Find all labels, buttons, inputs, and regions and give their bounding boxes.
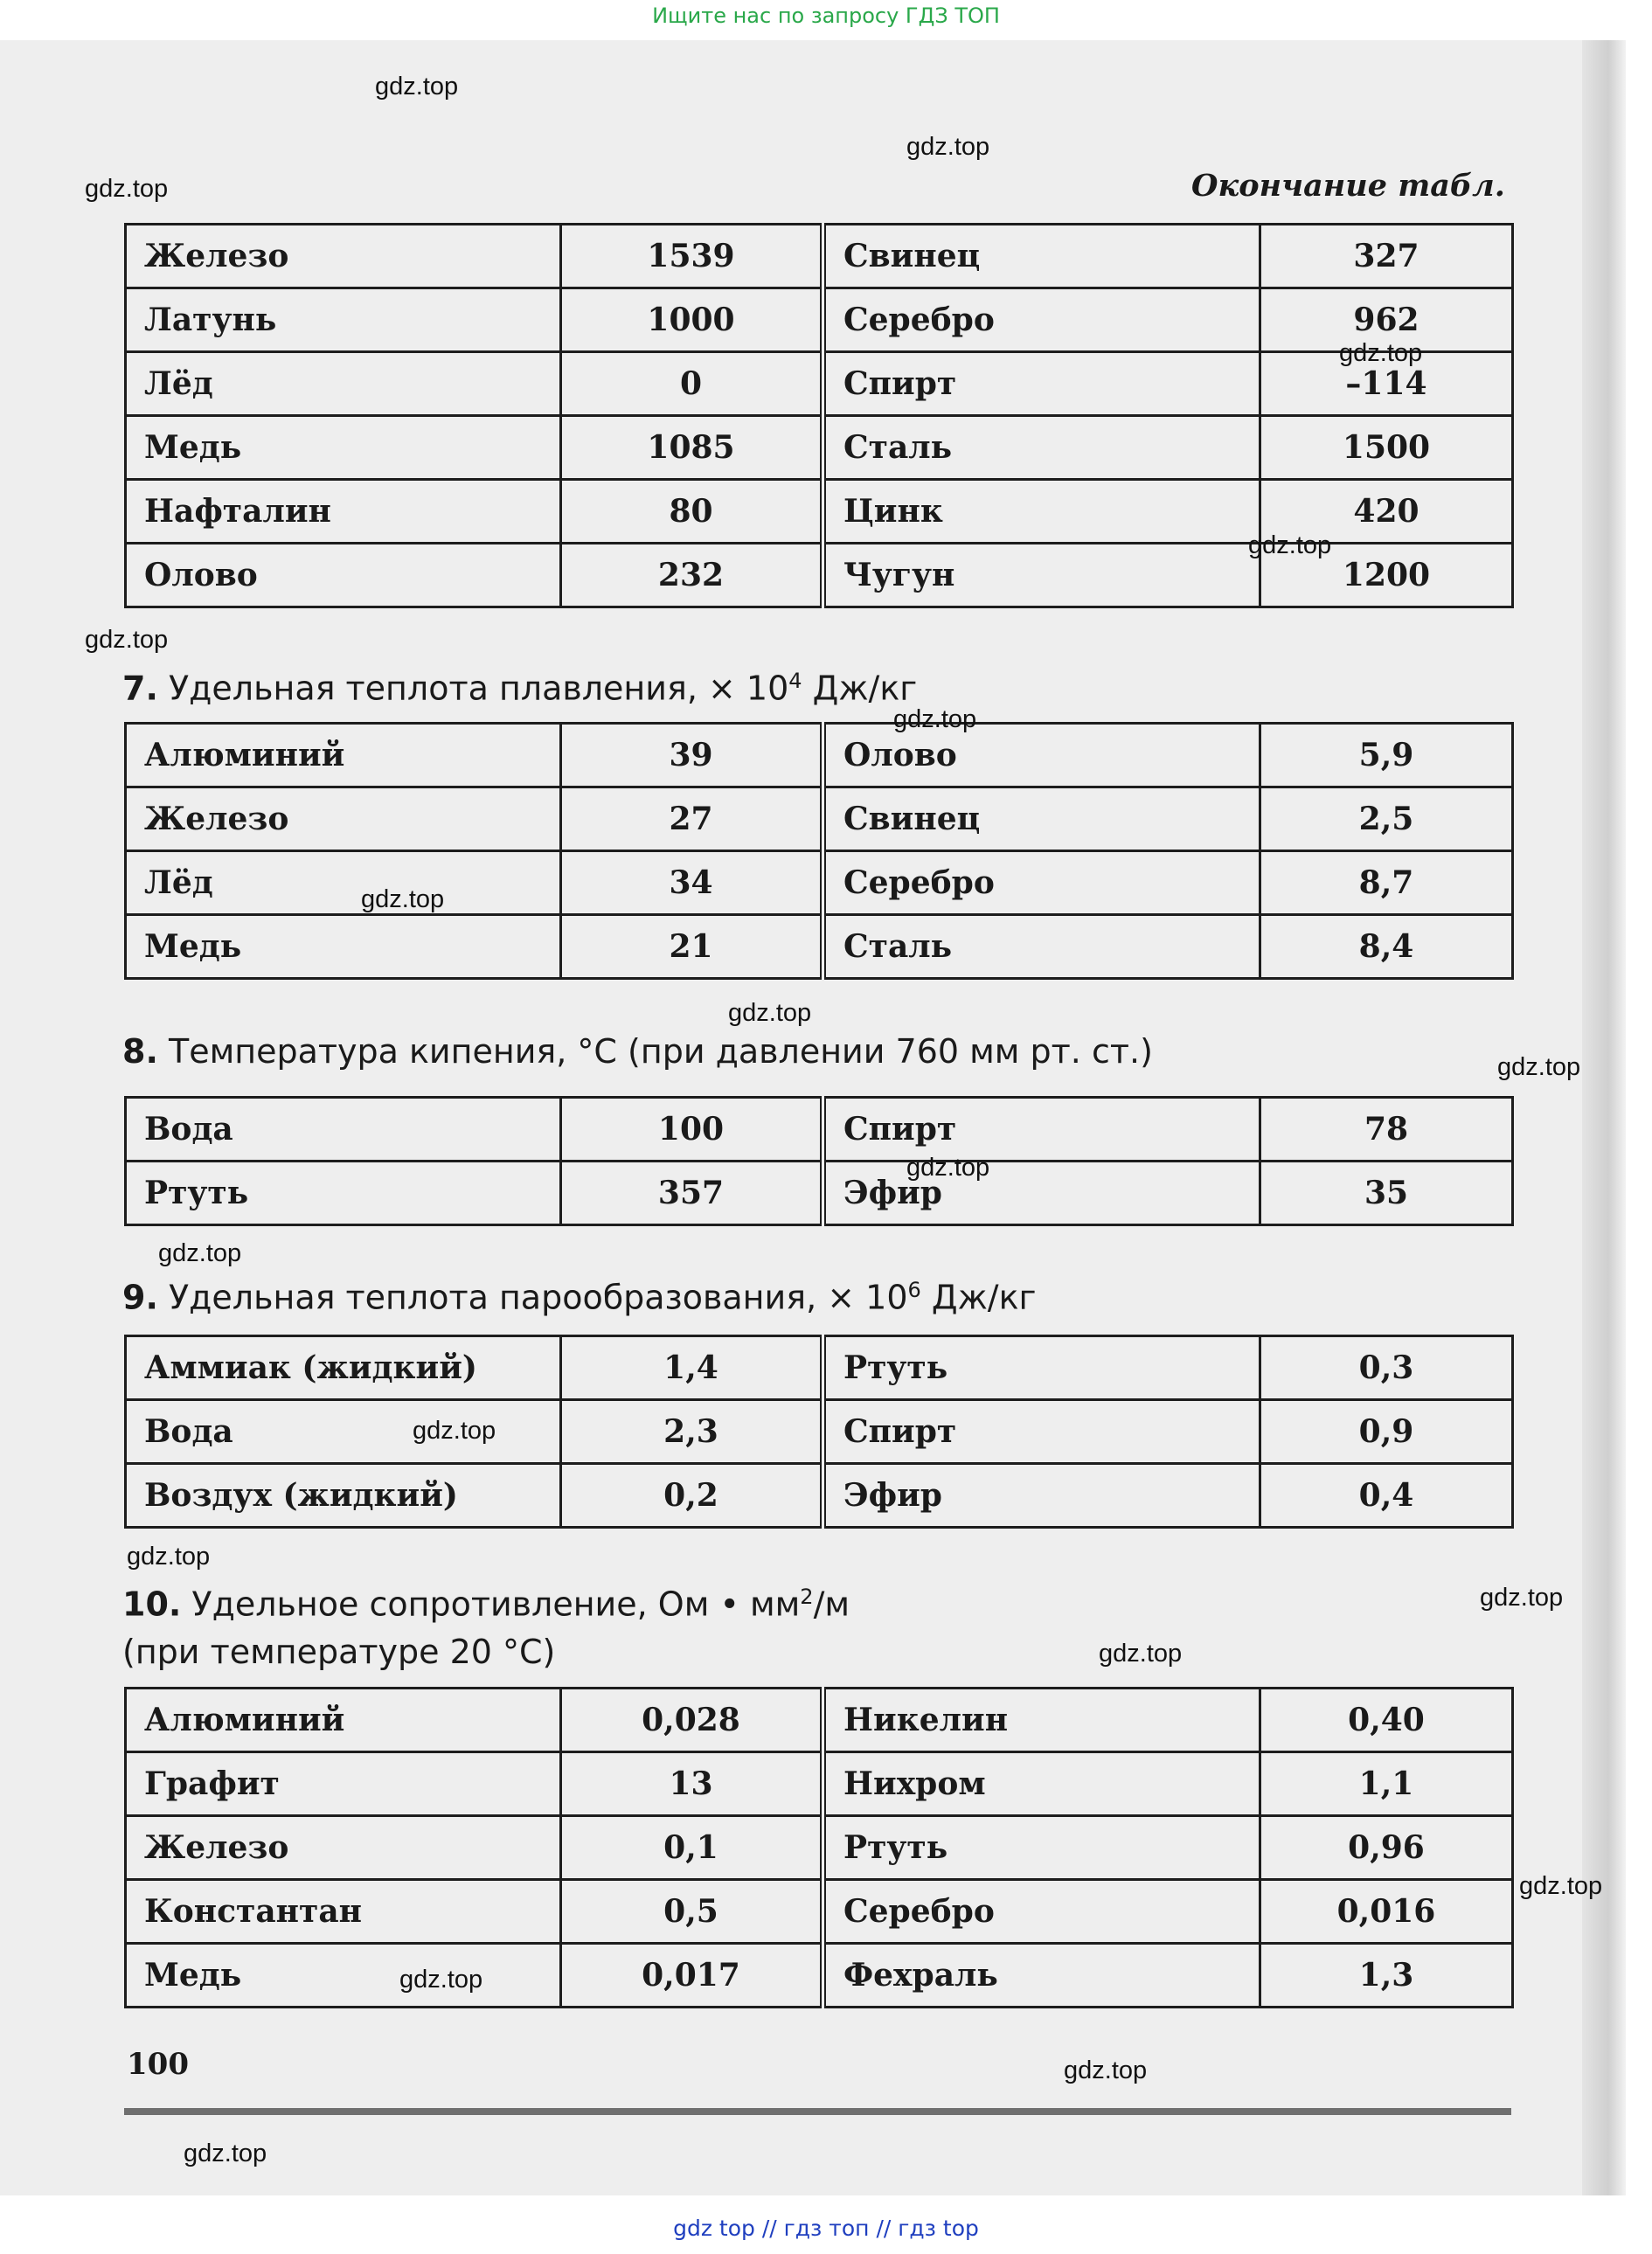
bottom-rule	[124, 2108, 1511, 2115]
table-row	[126, 851, 1513, 915]
page-number: 100	[127, 2047, 189, 2082]
substance-cell: Алюминий	[126, 1689, 561, 1752]
value-cell: 232	[561, 544, 823, 607]
substance-cell: Сталь	[823, 915, 1260, 979]
value-cell: 27	[561, 787, 823, 851]
section-number: 10.	[122, 1585, 182, 1624]
watermark: gdz.top	[906, 133, 990, 161]
section-title: Удельная теплота плавления, × 10	[168, 669, 789, 708]
substance-cell: Константан	[126, 1880, 561, 1944]
substance-cell: Железо	[126, 787, 561, 851]
watermark: gdz.top	[158, 1239, 242, 1267]
substance-cell: Латунь	[126, 288, 561, 352]
value-cell: 1000	[561, 288, 823, 352]
table-row	[126, 288, 1513, 352]
table-row	[126, 915, 1513, 979]
value-cell: 327	[1260, 225, 1513, 288]
section-title: Температура кипения, °С (при давлении 760 мм рт. ст.)	[168, 1032, 1153, 1071]
watermark: gdz.top	[1519, 1872, 1603, 1900]
table-row	[126, 1816, 1513, 1880]
watermark: gdz.top	[184, 2140, 267, 2167]
value-cell: 1539	[561, 225, 823, 288]
watermark: gdz.top	[1480, 1584, 1564, 1612]
section-9-heading	[122, 1266, 1037, 1321]
watermark: gdz.top	[1339, 339, 1423, 367]
value-cell: 80	[561, 480, 823, 544]
watermark: gdz.top	[893, 705, 977, 733]
table-row	[126, 1689, 1513, 1752]
substance-cell: Железо	[126, 225, 561, 288]
value-cell: 0,1	[561, 1816, 823, 1880]
substance-cell: Алюминий	[126, 724, 561, 787]
substance-cell: Цинк	[823, 480, 1260, 544]
substance-cell: Аммиак (жидкий)	[126, 1336, 561, 1400]
substance-cell: Спирт	[823, 1400, 1260, 1464]
watermark: gdz.top	[375, 73, 459, 101]
substance-cell: Вода	[126, 1098, 561, 1162]
substance-cell: Спирт	[823, 352, 1260, 416]
substance-cell: Серебро	[823, 288, 1260, 352]
substance-cell: Серебро	[823, 1880, 1260, 1944]
bottom-banner[interactable]: gdz top // гдз топ // гдз top	[673, 2216, 979, 2241]
substance-cell: Никелин	[823, 1689, 1260, 1752]
substance-cell: Ртуть	[823, 1336, 1260, 1400]
section-10-heading	[122, 1573, 850, 1675]
value-cell: 1085	[561, 416, 823, 480]
exponent: 6	[907, 1278, 921, 1302]
substance-cell: Медь	[126, 915, 561, 979]
substance-cell: Воздух (жидкий)	[126, 1464, 561, 1528]
value-cell: 1500	[1260, 416, 1513, 480]
substance-cell: Нихром	[823, 1752, 1260, 1816]
exponent: 4	[788, 669, 802, 693]
value-cell: 78	[1260, 1098, 1513, 1162]
substance-cell: Медь	[126, 1944, 561, 2008]
heat-of-vaporization-table	[124, 1335, 1514, 1529]
unit: Дж/кг	[920, 1278, 1037, 1317]
value-cell: 0,3	[1260, 1336, 1513, 1400]
table-row	[126, 1944, 1513, 2008]
value-cell: 35	[1260, 1162, 1513, 1225]
value-cell: –114	[1260, 352, 1513, 416]
substance-cell: Медь	[126, 416, 561, 480]
watermark: gdz.top	[413, 1417, 496, 1445]
value-cell: 1,3	[1260, 1944, 1513, 2008]
section-title: Удельная теплота парообразования, × 10	[168, 1278, 908, 1317]
section-number: 8.	[122, 1032, 158, 1071]
substance-cell: Спирт	[823, 1098, 1260, 1162]
value-cell: 0,40	[1260, 1689, 1513, 1752]
substance-cell: Вода	[126, 1400, 561, 1464]
exponent: 2	[800, 1585, 814, 1609]
substance-cell: Фехраль	[823, 1944, 1260, 2008]
table-row	[126, 1464, 1513, 1528]
watermark: gdz.top	[127, 1543, 211, 1571]
table-row	[126, 352, 1513, 416]
substance-cell: Железо	[126, 1816, 561, 1880]
value-cell: 0,2	[561, 1464, 823, 1528]
value-cell: 21	[561, 915, 823, 979]
value-cell: 1200	[1260, 544, 1513, 607]
watermark: gdz.top	[906, 1154, 990, 1182]
substance-cell: Олово	[126, 544, 561, 607]
section-title: Удельное сопротивление, Ом • мм	[191, 1585, 801, 1624]
substance-cell: Чугун	[823, 544, 1260, 607]
section-number: 7.	[122, 669, 158, 708]
value-cell: 13	[561, 1752, 823, 1816]
value-cell: 1,4	[561, 1336, 823, 1400]
substance-cell: Сталь	[823, 416, 1260, 480]
substance-cell: Эфир	[823, 1464, 1260, 1528]
value-cell: 962	[1260, 288, 1513, 352]
value-cell: 0,016	[1260, 1880, 1513, 1944]
substance-cell: Ртуть	[126, 1162, 561, 1225]
value-cell: 8,4	[1260, 915, 1513, 979]
section-8-heading	[122, 1028, 1153, 1075]
value-cell: 5,9	[1260, 724, 1513, 787]
watermark: gdz.top	[85, 175, 169, 203]
value-cell: 100	[561, 1098, 823, 1162]
watermark: gdz.top	[1064, 2056, 1148, 2084]
section-subtitle: (при температуре 20 °С)	[122, 1632, 556, 1671]
table-row	[126, 1400, 1513, 1464]
table-continuation-label: Окончание табл.	[1191, 168, 1505, 204]
boiling-point-table	[124, 1096, 1514, 1226]
value-cell: 0	[561, 352, 823, 416]
table-row	[126, 724, 1513, 787]
table-row	[126, 1880, 1513, 1944]
substance-cell: Свинец	[823, 225, 1260, 288]
table-row	[126, 1752, 1513, 1816]
table-row	[126, 1336, 1513, 1400]
substance-cell: Олово	[823, 724, 1260, 787]
value-cell: 0,4	[1260, 1464, 1513, 1528]
unit: /м	[813, 1585, 850, 1624]
watermark: gdz.top	[1497, 1053, 1581, 1081]
watermark: gdz.top	[728, 999, 812, 1027]
unit: Дж/кг	[802, 669, 918, 708]
table-row	[126, 1162, 1513, 1225]
substance-cell: Свинец	[823, 787, 1260, 851]
watermark: gdz.top	[399, 1966, 483, 1994]
table-row	[126, 225, 1513, 288]
value-cell: 0,5	[561, 1880, 823, 1944]
section-7-heading	[122, 657, 917, 712]
substance-cell: Эфир	[823, 1162, 1260, 1225]
value-cell: 2,5	[1260, 787, 1513, 851]
value-cell: 1,1	[1260, 1752, 1513, 1816]
substance-cell: Лёд	[126, 851, 561, 915]
heat-of-fusion-table	[124, 722, 1514, 980]
watermark: gdz.top	[1248, 531, 1332, 559]
watermark: gdz.top	[85, 626, 169, 654]
value-cell: 34	[561, 851, 823, 915]
watermark: gdz.top	[361, 885, 445, 913]
value-cell: 0,9	[1260, 1400, 1513, 1464]
resistivity-table	[124, 1687, 1514, 2008]
value-cell: 0,96	[1260, 1816, 1513, 1880]
value-cell: 0,028	[561, 1689, 823, 1752]
substance-cell: Ртуть	[823, 1816, 1260, 1880]
substance-cell: Графит	[126, 1752, 561, 1816]
table-row	[126, 416, 1513, 480]
substance-cell: Нафталин	[126, 480, 561, 544]
value-cell: 8,7	[1260, 851, 1513, 915]
value-cell: 420	[1260, 480, 1513, 544]
top-banner[interactable]: Ищите нас по запросу ГДЗ ТОП	[652, 3, 1000, 28]
substance-cell: Лёд	[126, 352, 561, 416]
value-cell: 0,017	[561, 1944, 823, 2008]
substance-cell: Серебро	[823, 851, 1260, 915]
value-cell: 2,3	[561, 1400, 823, 1464]
value-cell: 357	[561, 1162, 823, 1225]
table-row	[126, 787, 1513, 851]
table-row	[126, 1098, 1513, 1162]
section-number: 9.	[122, 1278, 158, 1317]
value-cell: 39	[561, 724, 823, 787]
watermark: gdz.top	[1099, 1640, 1183, 1668]
